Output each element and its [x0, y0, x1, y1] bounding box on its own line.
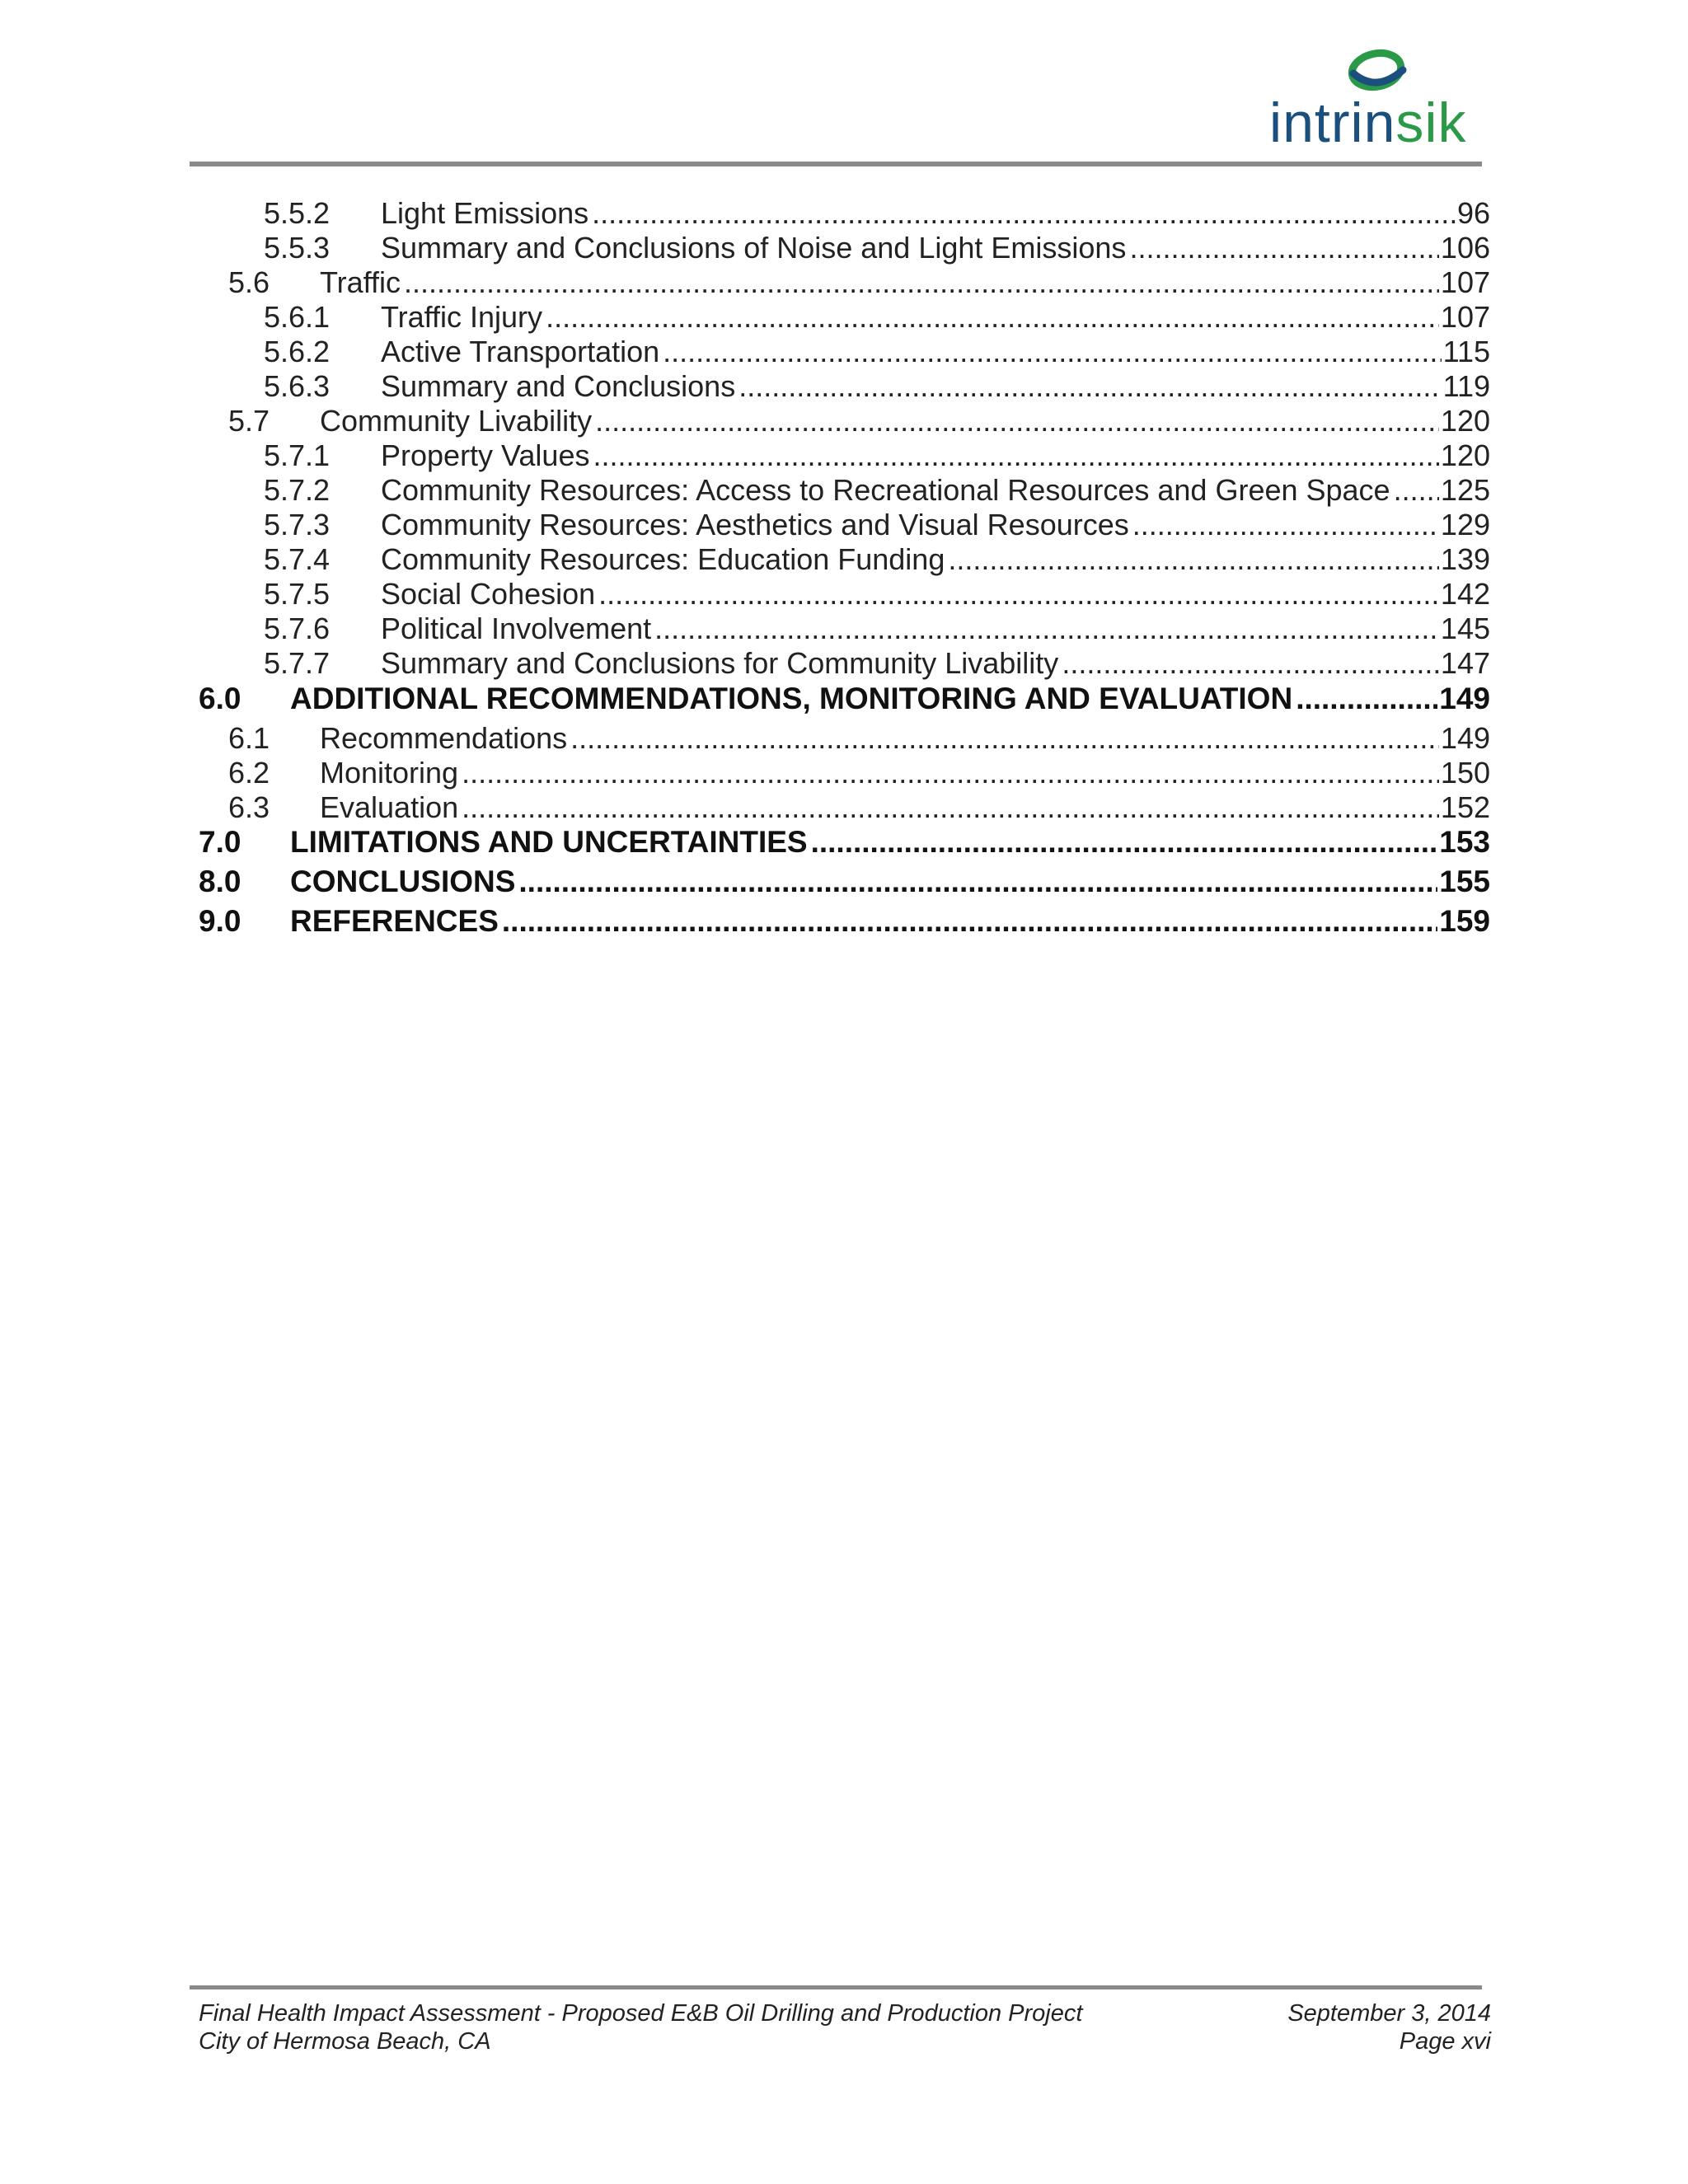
toc-entry-page: 119: [1442, 369, 1490, 403]
toc-leader-dots: [518, 865, 1437, 899]
toc-entry-title: Evaluation: [320, 790, 459, 824]
toc-entry[interactable]: [264, 542, 1490, 577]
toc-entry-title: ADDITIONAL RECOMMENDATIONS, MONITORING AND EVALUATION: [290, 682, 1293, 715]
toc-entry-title: Summary and Conclusions: [381, 369, 736, 403]
toc-leader-dots: [948, 542, 1439, 577]
toc-entry[interactable]: [228, 265, 1490, 300]
toc-entry-title: Active Transportation: [381, 335, 660, 368]
toc-entry-title: Monitoring: [320, 756, 459, 790]
toc-leader-dots: [570, 721, 1439, 756]
toc-entry-page: 120: [1440, 438, 1490, 472]
toc-entry-number: 5.5.2: [264, 196, 331, 230]
toc-leader-dots: [1132, 508, 1439, 542]
toc-entry-page: 150: [1440, 756, 1490, 790]
toc-entry-number: 5.5.3: [264, 231, 331, 265]
footer-location: City of Hermosa Beach, CA: [199, 2028, 491, 2055]
toc-entry-title: Light Emissions: [381, 196, 589, 230]
toc-entry[interactable]: [199, 904, 1490, 939]
toc-leader-dots: [404, 265, 1439, 300]
toc-entry-page: 159: [1439, 904, 1490, 938]
toc-entry[interactable]: [264, 231, 1490, 265]
header-rule: [190, 162, 1482, 166]
toc-entry-page: 139: [1440, 542, 1490, 576]
toc-entry-number: 6.3: [228, 790, 270, 824]
toc-entry-page: 125: [1440, 473, 1490, 507]
toc-entry-page: 96: [1456, 196, 1490, 230]
toc-entry-number: 9.0: [199, 904, 241, 938]
toc-entry-number: 5.7.3: [264, 508, 331, 541]
footer-right: [1287, 1999, 1491, 2055]
toc-entry-title: Recommendations: [320, 721, 568, 755]
toc-leader-dots: [811, 825, 1438, 860]
toc-entry[interactable]: [228, 790, 1490, 825]
toc-entry-page: 106: [1440, 231, 1490, 265]
footer-page-number: Page xvi: [1399, 2028, 1491, 2055]
toc-leader-dots: [546, 300, 1439, 335]
toc-entry-title: Social Cohesion: [381, 577, 596, 611]
toc-entry-page: 107: [1440, 300, 1490, 334]
toc-entry-title: Community Resources: Access to Recreational Resources and Green Space: [381, 473, 1390, 507]
toc-entry-page: 153: [1439, 825, 1490, 859]
toc-leader-dots: [1062, 646, 1439, 681]
intrinsik-logo: [1269, 45, 1492, 152]
toc-entry[interactable]: [264, 300, 1490, 335]
toc-entry-number: 7.0: [199, 825, 241, 859]
toc-entry-page: 152: [1440, 790, 1490, 824]
toc-entry[interactable]: [228, 721, 1490, 756]
toc-leader-dots: [462, 790, 1439, 825]
toc-entry-number: 6.2: [228, 756, 270, 790]
toc-entry[interactable]: [199, 865, 1490, 899]
footer-date: September 3, 2014: [1287, 2000, 1491, 2027]
toc-entry-number: 5.7.7: [264, 646, 331, 680]
footer-document-title: Final Health Impact Assessment - Proposed E&B Oil Drilling and Production Project: [199, 2000, 1083, 2027]
toc-entry-number: 5.7.6: [264, 612, 331, 645]
footer-rule: [190, 1985, 1482, 1990]
toc-entry-title: CONCLUSIONS: [290, 865, 516, 898]
toc-entry-title: REFERENCES: [290, 904, 499, 938]
toc-entry[interactable]: [199, 682, 1490, 716]
toc-entry-number: 5.7.4: [264, 542, 331, 576]
toc-entry-title: Community Resources: Aesthetics and Visual Resources: [381, 508, 1129, 541]
toc-entry-title: Traffic: [320, 265, 401, 299]
toc-entry-page: 115: [1442, 335, 1490, 368]
toc-entry-number: 5.7.1: [264, 438, 331, 472]
logo-wordmark-blue: intrin: [1269, 91, 1396, 154]
toc-entry-title: Summary and Conclusions of Noise and Light Emissions: [381, 231, 1127, 265]
toc-entry-page: 142: [1440, 577, 1490, 611]
logo-wordmark: [1269, 91, 1467, 154]
toc-leader-dots: [654, 612, 1439, 646]
logo-swoosh-icon: [1342, 45, 1411, 96]
toc-entry-page: 149: [1440, 721, 1490, 755]
toc-entry-title: Summary and Conclusions for Community Livability: [381, 646, 1059, 680]
toc-entry[interactable]: [264, 577, 1490, 612]
toc-entry-page: 147: [1440, 646, 1490, 680]
toc-entry-title: Property Values: [381, 438, 590, 472]
toc-entry[interactable]: [228, 404, 1490, 438]
toc-entry-number: 5.7.2: [264, 473, 331, 507]
toc-leader-dots: [1394, 473, 1439, 508]
toc-entry-title: LIMITATIONS AND UNCERTAINTIES: [290, 825, 808, 859]
toc-entry[interactable]: [264, 646, 1490, 681]
footer-left: [199, 1999, 1082, 2055]
toc-leader-dots: [1296, 682, 1437, 716]
toc-entry[interactable]: [228, 756, 1490, 790]
toc-entry-page: 120: [1440, 404, 1490, 438]
toc-entry-page: 107: [1440, 265, 1490, 299]
toc-entry[interactable]: [264, 473, 1490, 508]
toc-leader-dots: [598, 577, 1439, 612]
toc-leader-dots: [595, 404, 1439, 438]
toc-entry-title: Traffic Injury: [381, 300, 543, 334]
toc-leader-dots: [593, 438, 1438, 473]
toc-entry-page: 149: [1439, 682, 1490, 715]
toc-leader-dots: [592, 196, 1456, 231]
toc-entry-number: 5.6: [228, 265, 270, 299]
toc-entry-number: 5.6.3: [264, 369, 331, 403]
toc-entry[interactable]: [264, 612, 1490, 646]
toc-entry-number: 5.6.2: [264, 335, 331, 368]
toc-entry-number: 6.0: [199, 682, 241, 715]
toc-leader-dots: [502, 904, 1437, 939]
toc-entry-number: 8.0: [199, 865, 241, 898]
toc-entry[interactable]: [264, 196, 1490, 231]
toc-entry[interactable]: [264, 508, 1490, 542]
toc-leader-dots: [1129, 231, 1438, 265]
toc-entry[interactable]: [264, 369, 1490, 404]
toc-entry-title: Political Involvement: [381, 612, 652, 645]
toc-entry-number: 5.6.1: [264, 300, 331, 334]
toc-leader-dots: [738, 369, 1441, 404]
toc-entry-page: 145: [1440, 612, 1490, 645]
toc-entry-page: 129: [1440, 508, 1490, 541]
toc-entry[interactable]: [199, 825, 1490, 860]
toc-entry-title: Community Livability: [320, 404, 593, 438]
toc-entry[interactable]: [264, 438, 1490, 473]
toc-leader-dots: [663, 335, 1441, 369]
toc-entry-page: 155: [1439, 865, 1490, 898]
toc-leader-dots: [462, 756, 1439, 790]
toc-entry-number: 6.1: [228, 721, 270, 755]
logo-wordmark-green: sik: [1395, 91, 1467, 154]
toc-entry-number: 5.7: [228, 404, 270, 438]
toc-entry-title: Community Resources: Education Funding: [381, 542, 945, 576]
toc-entry-number: 5.7.5: [264, 577, 331, 611]
toc-entry[interactable]: [264, 335, 1490, 369]
